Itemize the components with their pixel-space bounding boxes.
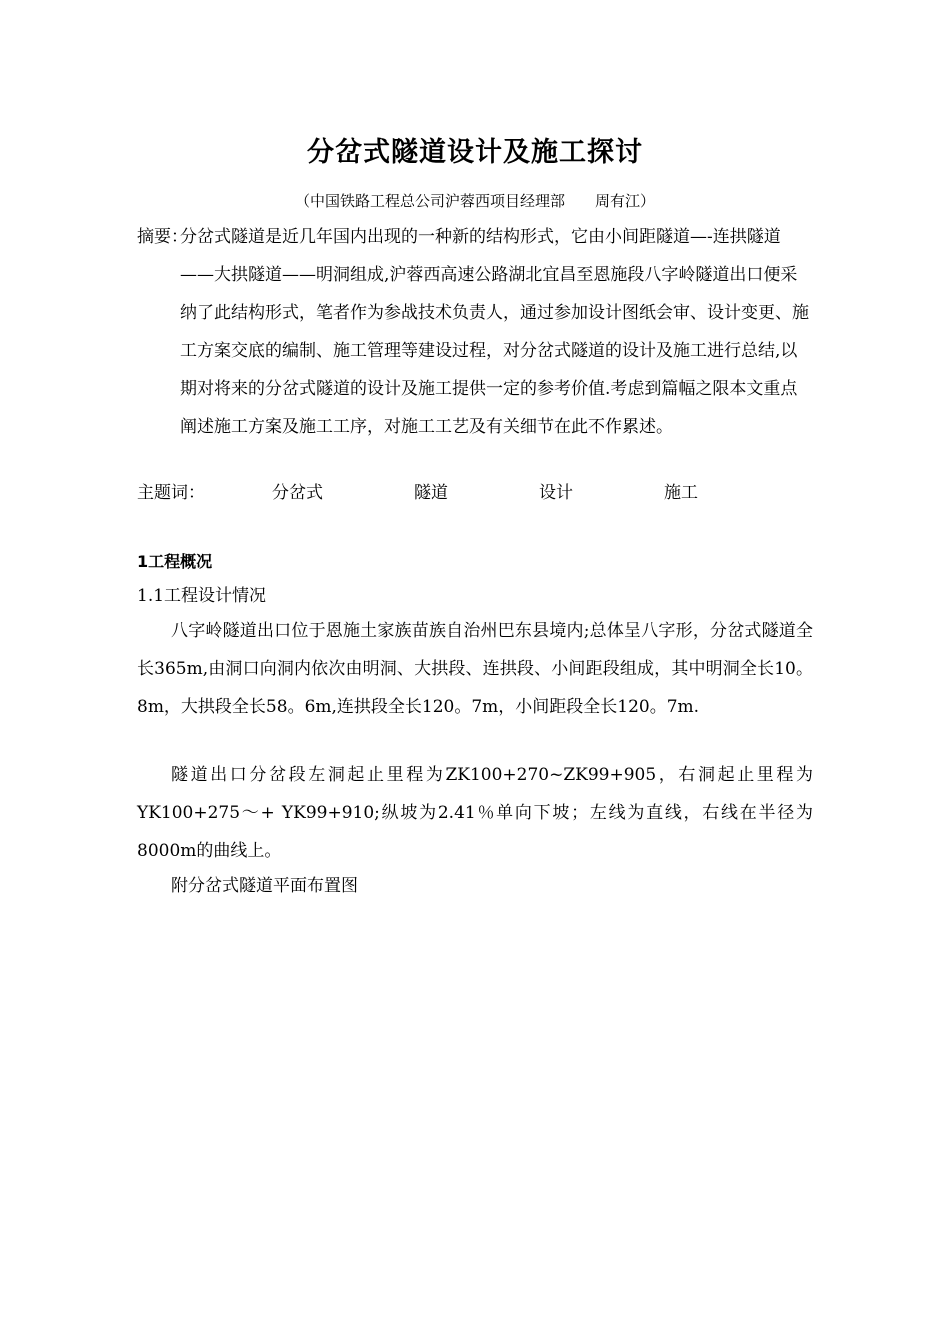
author-line: （中国铁路工程总公司沪蓉西项目经理部 周有江） (294, 192, 655, 210)
keyword-item: 施工 (664, 483, 698, 503)
keyword-item: 设计 (539, 483, 573, 503)
abstract-text (137, 218, 813, 446)
abstract-block (137, 218, 813, 446)
abstract-label: 摘要： (137, 227, 188, 247)
document-title: 分岔式隧道设计及施工探讨 (307, 137, 643, 168)
body-paragraph: 隧道出口分岔段左洞起止里程为ZK100+270~ZK99+905，右洞起止里程为YK100+275～+ YK99+910;纵坡为2.41％单向下坡；左线为直线，右线在半径为8000m的曲线上。 (137, 765, 813, 861)
keywords-line (137, 476, 813, 510)
abstract-text-content: 分岔式隧道是近几年国内出现的一种新的结构形式，它由小间距隧道—-连拱隧道——大拱隧道——明洞组成,沪蓉西高速公路湖北宜昌至恩施段八字岭隧道出口便采纳了此结构形式，笔者作为参战技术负责人，通过参加设计图纸会审、设计变更、施工方案交底的编制、施工管理等建设过程，对分岔式隧道的设计及施工进行总结,以期对将来的分岔式隧道的设计及施工提供一定的参考价值.考虑到篇幅之限本文重点阐述施工方案及施工工序，对施工工艺及有关细节在此不作累述。 (180, 227, 809, 437)
body-paragraph: 八字岭隧道出口位于恩施土家族苗族自治州巴东县境内;总体呈八字形，分岔式隧道全长365m,由洞口向洞内依次由明洞、大拱段、连拱段、小间距段组成，其中明洞全长10。8m，大拱段全长58。6m,连拱段全长120。7m，小间距段全长120。7m. (137, 621, 813, 717)
keyword-item: 隧道 (414, 483, 448, 503)
keyword-item: 分岔式 (272, 483, 323, 503)
keywords-label: 主题词： (137, 483, 205, 503)
figure-caption-line: 附分岔式隧道平面布置图 (171, 876, 358, 896)
subsection-heading: 1.1工程设计情况 (137, 586, 267, 606)
section-heading: 1工程概况 (137, 552, 213, 571)
